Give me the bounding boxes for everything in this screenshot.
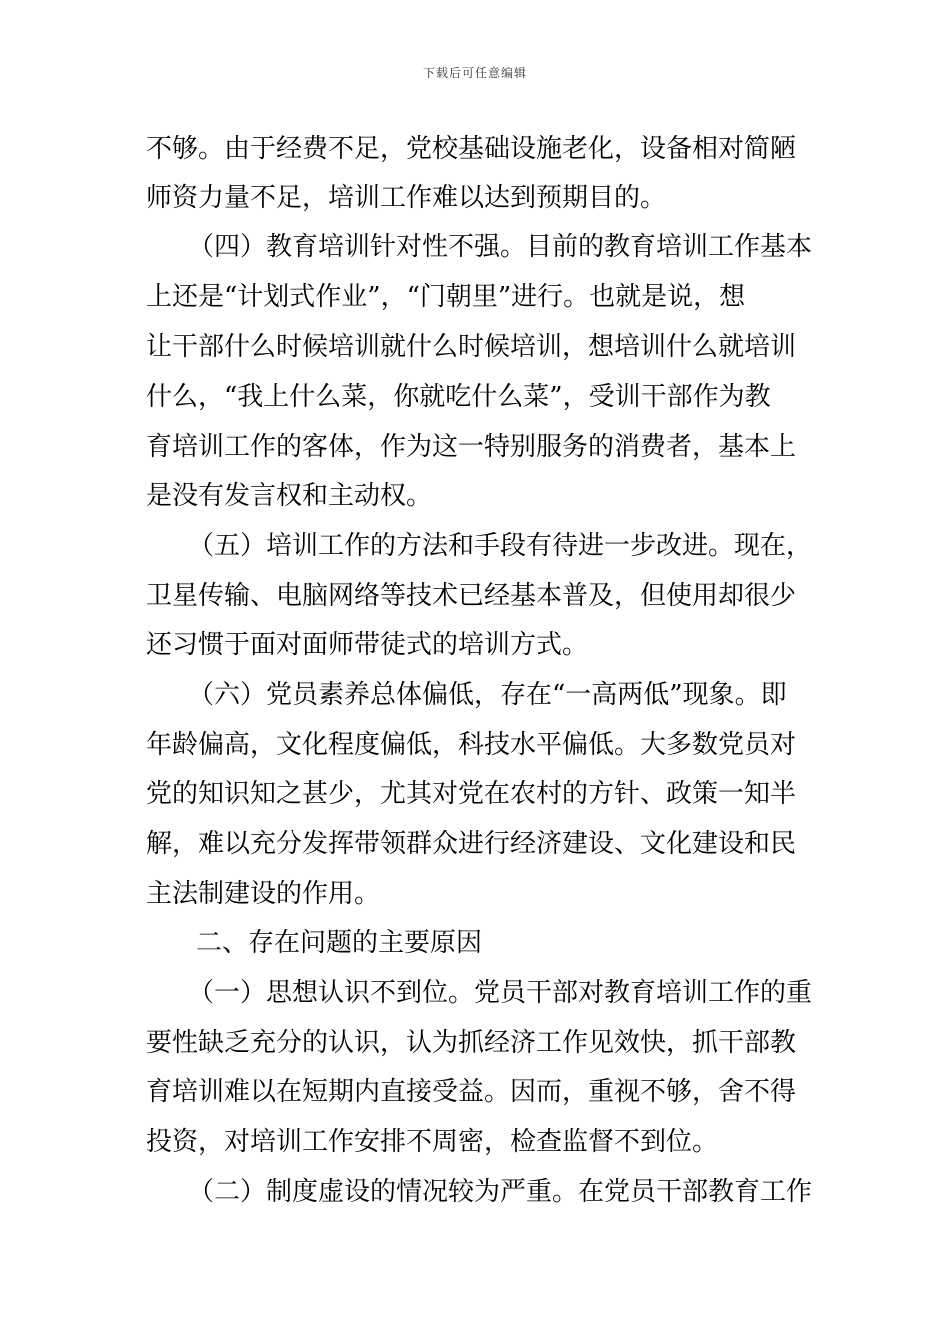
paragraph-heading-line: （一）思想认识不到位。党员干部对教育培训工作的重	[188, 978, 813, 1008]
paragraph-heading-line: （二）制度虚设的情况较为严重。在党员干部教育工作	[188, 1177, 813, 1207]
text-line: 卫星传输、电脑网络等技术已经基本普及，但使用却很少	[146, 581, 797, 611]
text-line: 不够。由于经费不足，党校基础设施老化，设备相对简陋	[146, 134, 797, 164]
text-line: 要性缺乏充分的认识，认为抓经济工作见效快，抓干部教	[146, 1028, 797, 1058]
text-line: 主法制建设的作用。	[146, 879, 381, 909]
text-line: 育培训工作的客体，作为这一特别服务的消费者，基本上	[146, 432, 797, 462]
paragraph-heading-line: （四）教育培训针对性不强。目前的教育培训工作基本	[188, 232, 813, 262]
text-line: 是没有发言权和主动权。	[146, 481, 433, 511]
text-line: 党的知识知之甚少，尤其对党在农村的方针、政策一知半	[146, 779, 797, 809]
text-line: 让干部什么时候培训就什么时候培训，想培训什么就培训	[146, 332, 797, 362]
text-line: 什么，“我上什么菜，你就吃什么菜”，受训干部作为教	[146, 382, 771, 412]
text-line: 还习惯于面对面师带徒式的培训方式。	[146, 630, 589, 660]
text-line: 年龄偏高，文化程度偏低，科技水平偏低。大多数党员对	[146, 730, 797, 760]
text-line: 育培训难以在短期内直接受益。因而，重视不够，舍不得	[146, 1077, 797, 1107]
header-note: 下载后可任意编辑	[422, 66, 527, 80]
section-heading: 二、存在问题的主要原因	[196, 928, 483, 958]
paragraph-heading-line: （六）党员素养总体偏低，存在“一高两低”现象。即	[188, 680, 787, 710]
text-line: 上还是“计划式作业”，“门朝里”进行。也就是说，想	[146, 282, 746, 312]
text-line: 解，难以充分发挥带领群众进行经济建设、文化建设和民	[146, 829, 797, 859]
text-line: 投资，对培训工作安排不周密，检查监督不到位。	[146, 1127, 719, 1157]
text-line: 师资力量不足，培训工作难以达到预期目的。	[146, 183, 667, 213]
paragraph-heading-line: （五）培训工作的方法和手段有待进一步改进。现在，	[188, 531, 813, 561]
